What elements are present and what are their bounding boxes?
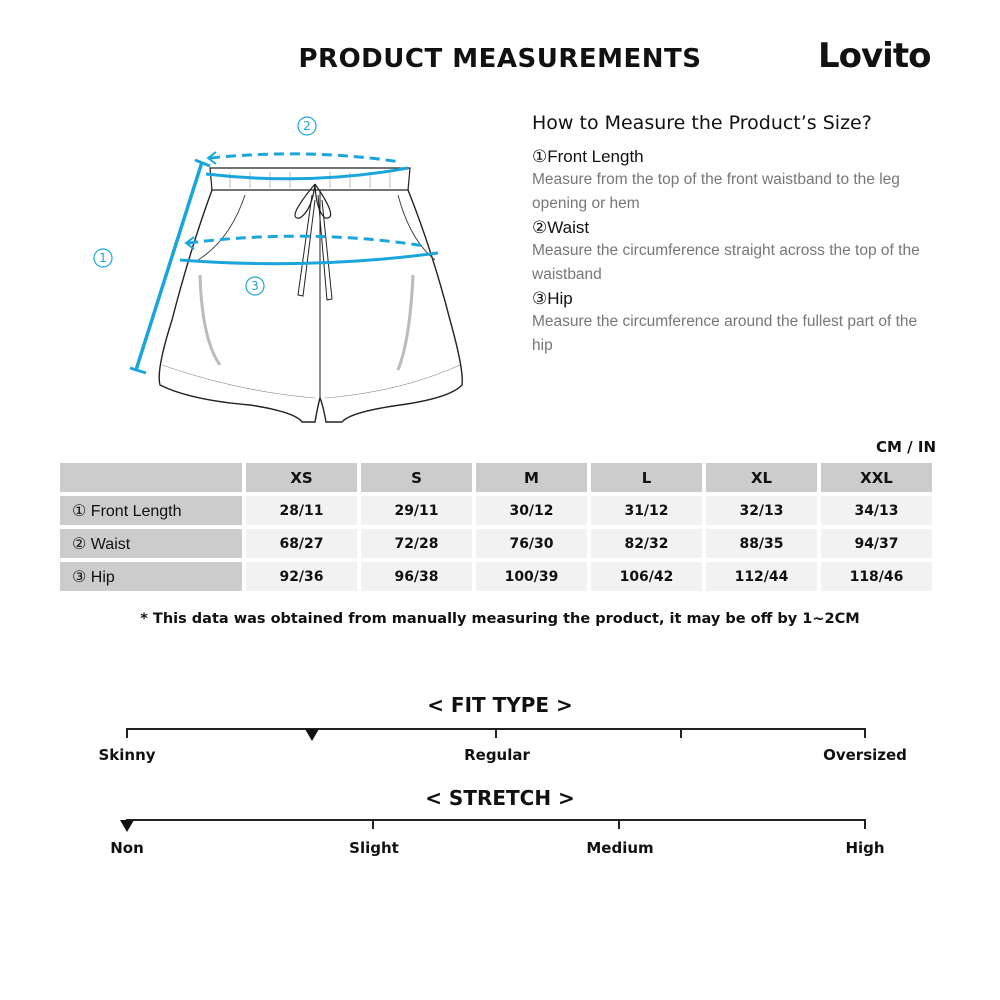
instruction-desc: Measure the circumference straight across the top of the waistband <box>532 242 920 283</box>
table-cell: 82/32 <box>591 529 702 558</box>
table-cell: 34/13 <box>821 496 932 525</box>
row-label: ① Front Length <box>60 496 242 525</box>
unit-label: CM / IN <box>876 438 936 456</box>
fit-type-marker-icon <box>305 729 319 741</box>
tick-mark <box>864 819 866 829</box>
instruction-title: ②Waist <box>532 218 590 237</box>
stretch-label-slight: Slight <box>349 839 399 857</box>
table-cell: 88/35 <box>706 529 817 558</box>
table-cell: 112/44 <box>706 562 817 591</box>
table-row <box>60 529 932 558</box>
instruction-title: ③Hip <box>532 289 573 308</box>
table-cell: 76/30 <box>476 529 587 558</box>
table-corner <box>60 463 242 492</box>
stretch-label-medium: Medium <box>586 839 654 857</box>
table-header-row <box>60 463 932 492</box>
brand-logo: Lovito <box>818 36 931 76</box>
stretch-label-high: High <box>845 839 885 857</box>
table-cell: 72/28 <box>361 529 472 558</box>
table-row <box>60 562 932 591</box>
instruction-waist <box>532 217 932 287</box>
fit-label-oversized: Oversized <box>823 746 907 764</box>
svg-text:1: 1 <box>99 251 107 265</box>
svg-text:2: 2 <box>303 119 311 133</box>
measurement-note: * This data was obtained from manually measuring the product, it may be off by 1~2CM <box>140 611 860 627</box>
table-cell: 68/27 <box>246 529 357 558</box>
tick-mark <box>680 728 682 738</box>
column-header: XS <box>246 463 357 492</box>
column-header: XL <box>706 463 817 492</box>
table-cell: 94/37 <box>821 529 932 558</box>
table-cell: 30/12 <box>476 496 587 525</box>
instruction-front-length <box>532 146 932 216</box>
stretch-marker-icon <box>120 820 134 832</box>
column-header: M <box>476 463 587 492</box>
instruction-hip <box>532 288 932 358</box>
svg-text:3: 3 <box>251 279 259 293</box>
fit-type-title: < FIT TYPE > <box>427 693 573 717</box>
page-title: PRODUCT MEASUREMENTS <box>298 44 702 74</box>
row-label: ② Waist <box>60 529 242 558</box>
shorts-illustration-icon <box>80 100 480 430</box>
stretch-line <box>126 819 866 821</box>
instructions-heading: How to Measure the Product’s Size? <box>532 112 872 134</box>
table-cell: 106/42 <box>591 562 702 591</box>
size-table <box>56 459 936 595</box>
fit-label-regular: Regular <box>464 746 530 764</box>
instruction-title: ①Front Length <box>532 147 644 166</box>
fit-label-skinny: Skinny <box>98 746 156 764</box>
row-label: ③ Hip <box>60 562 242 591</box>
table-row <box>60 496 932 525</box>
table-cell: 118/46 <box>821 562 932 591</box>
column-header: XXL <box>821 463 932 492</box>
instruction-desc: Measure from the top of the front waistband to the leg opening or hem <box>532 171 900 212</box>
column-header: S <box>361 463 472 492</box>
tick-mark <box>618 819 620 829</box>
table-cell: 29/11 <box>361 496 472 525</box>
instruction-desc: Measure the circumference around the fullest part of the hip <box>532 313 918 354</box>
table-cell: 92/36 <box>246 562 357 591</box>
tick-mark <box>495 728 497 738</box>
stretch-title: < STRETCH > <box>425 786 575 810</box>
table-cell: 28/11 <box>246 496 357 525</box>
table-cell: 31/12 <box>591 496 702 525</box>
tick-mark <box>372 819 374 829</box>
table-cell: 32/13 <box>706 496 817 525</box>
column-header: L <box>591 463 702 492</box>
stretch-label-non: Non <box>110 839 144 857</box>
shorts-diagram <box>80 100 480 430</box>
table-cell: 96/38 <box>361 562 472 591</box>
tick-mark <box>864 728 866 738</box>
table-cell: 100/39 <box>476 562 587 591</box>
tick-mark <box>126 728 128 738</box>
